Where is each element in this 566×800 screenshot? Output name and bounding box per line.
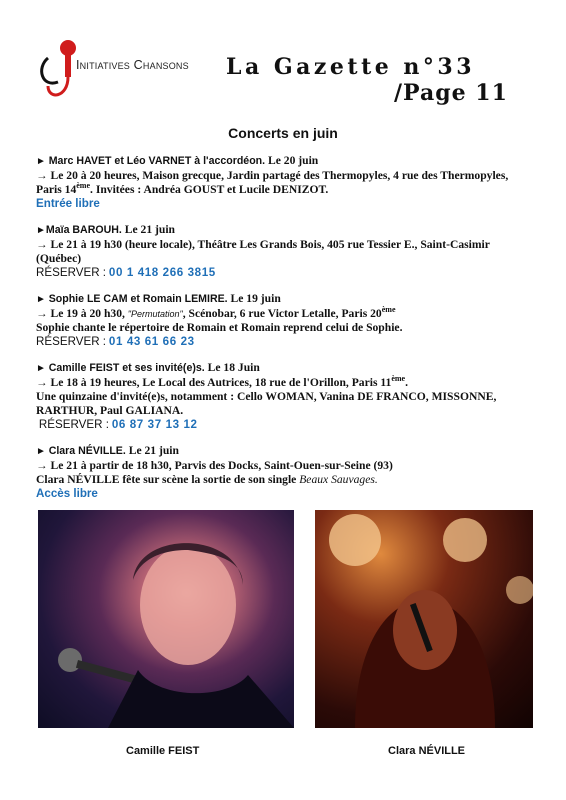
concert-date: Le 18 Juin: [207, 361, 260, 374]
single-title: Beaux Sauvages.: [299, 473, 378, 486]
reserve-label: RÉSERVER :: [36, 266, 107, 279]
caption-right: Clara NÉVILLE: [388, 745, 466, 757]
concert-item: ► Marc HAVET et Léo VARNET à l'accordéon. Le 20 juin → Le 20 à 20 heures, Maison grecque, Jardin partagé des Thermopyles, 4 rue des Thermopyles, Paris 14ème. Invitées : Andréa GOUST et Lucile DENIZOT. Entrée libre: [36, 154, 536, 211]
superscript: ème: [381, 305, 396, 315]
concert-details-end: .: [405, 376, 408, 389]
concert-description: Une quinzaine d'invité(e)s, notamment : Cello WOMAN, Vanina DE FRANCO, MISSONNE, RARTHUR, Paul GALIANA.: [36, 390, 497, 417]
caption-left: Camille FEIST: [126, 745, 200, 757]
superscript: ème: [76, 181, 91, 191]
concert-details: → Le 18 à 19 heures, Le Local des Autrices, 18 rue de l'Orillon, Paris 11: [36, 376, 392, 389]
concert-date: Le 19 juin: [230, 292, 281, 305]
concert-description: Sophie chante le répertoire de Romain et Romain reprend celui de Sophie.: [36, 321, 403, 334]
reserve-label: RÉSERVER :: [36, 335, 107, 348]
gazette-title: La Gazette n°33: [226, 54, 476, 80]
concert-details: → Le 21 à partir de 18 h30, Parvis des Docks, Saint-Ouen-sur-Seine (93): [36, 459, 393, 472]
initiatives-chansons-logo: [38, 38, 208, 110]
concert-artist: Clara NÉVILLE.: [48, 445, 126, 457]
section-title: Concerts en juin: [228, 125, 338, 141]
entry-info: Accès libre: [36, 487, 98, 500]
concert-artist: Sophie LE CAM et Romain LEMIRE.: [48, 293, 228, 305]
concert-date: Le 20 juin: [268, 154, 319, 167]
superscript: ème: [391, 374, 406, 384]
logo-text: Initiatives Chansons: [76, 58, 189, 72]
concert-details: → Le 20 à 20 heures, Maison grecque, Jardin partagé des Thermopyles, 4 rue des Thermopyles, Paris 14: [36, 169, 509, 196]
entry-info: Entrée libre: [36, 197, 100, 210]
concert-description: Clara NÉVILLE fête sur scène la sortie de son single: [36, 473, 297, 486]
reserve-phone[interactable]: 01 43 61 66 23: [108, 335, 195, 348]
reserve-label: RÉSERVER :: [38, 418, 109, 431]
concert-details: → Le 21 à 19 h30 (heure locale), Théâtre Les Grands Bois, 405 rue Tessier E., Saint-Casimir (Québec): [36, 238, 490, 265]
concert-item: ► Sophie LE CAM et Romain LEMIRE. Le 19 juin → Le 19 à 20 h30, "Permutation", Scénobar, 6 rue Victor Letalle, Paris 20ème Sophie chante le répertoire de Romain et Romain reprend celui de Sophie. RÉSERVER : 01 43 61 66 23: [36, 292, 536, 349]
concert-date: Le 21 juin: [124, 223, 175, 236]
concert-item: ► Clara NÉVILLE. Le 21 juin → Le 21 à partir de 18 h30, Parvis des Docks, Saint-Ouen-sur-Seine (93) Clara NÉVILLE fête sur scène la sortie de son single Beaux Sauvages. Accès libre: [36, 444, 536, 501]
concert-details-end: , Scénobar, 6 rue Victor Letalle, Paris 20: [182, 307, 382, 320]
page-number: /Page 11: [394, 80, 508, 106]
concert-artist: Maïa BAROUH.: [45, 224, 122, 236]
reserve-phone[interactable]: 06 87 37 13 12: [111, 418, 198, 431]
clara-neville-photo: [315, 510, 533, 728]
concert-artist: Camille FEIST et ses invité(e)s.: [48, 362, 205, 374]
concert-item: ► Camille FEIST et ses invité(e)s. Le 18 Juin → Le 18 à 19 heures, Le Local des Autrices, 18 rue de l'Orillon, Paris 11ème. Une quinzaine d'invité(e)s, notamment : Cello WOMAN, Vanina DE FRANCO, MISSONNE, RARTHUR, Paul GALIANA. RÉSERVER : 06 87 37 13 12: [36, 361, 536, 432]
concert-list: [36, 154, 536, 513]
show-title: "Permutation": [127, 309, 183, 319]
concert-details-end: . Invitées : Andréa GOUST et Lucile DENIZOT.: [90, 183, 329, 196]
concert-date: Le 21 juin: [128, 444, 179, 457]
camille-feist-photo: [38, 510, 294, 728]
concert-item: ►Maïa BAROUH. Le 21 juin → Le 21 à 19 h30 (heure locale), Théâtre Les Grands Bois, 405 rue Tessier E., Saint-Casimir (Québec) RÉSERVER : 00 1 418 266 3815: [36, 223, 536, 280]
concert-artist: Marc HAVET et Léo VARNET à l'accordéon.: [48, 155, 266, 167]
reserve-phone[interactable]: 00 1 418 266 3815: [108, 266, 216, 279]
concert-details: → Le 19 à 20 h30,: [36, 307, 125, 320]
